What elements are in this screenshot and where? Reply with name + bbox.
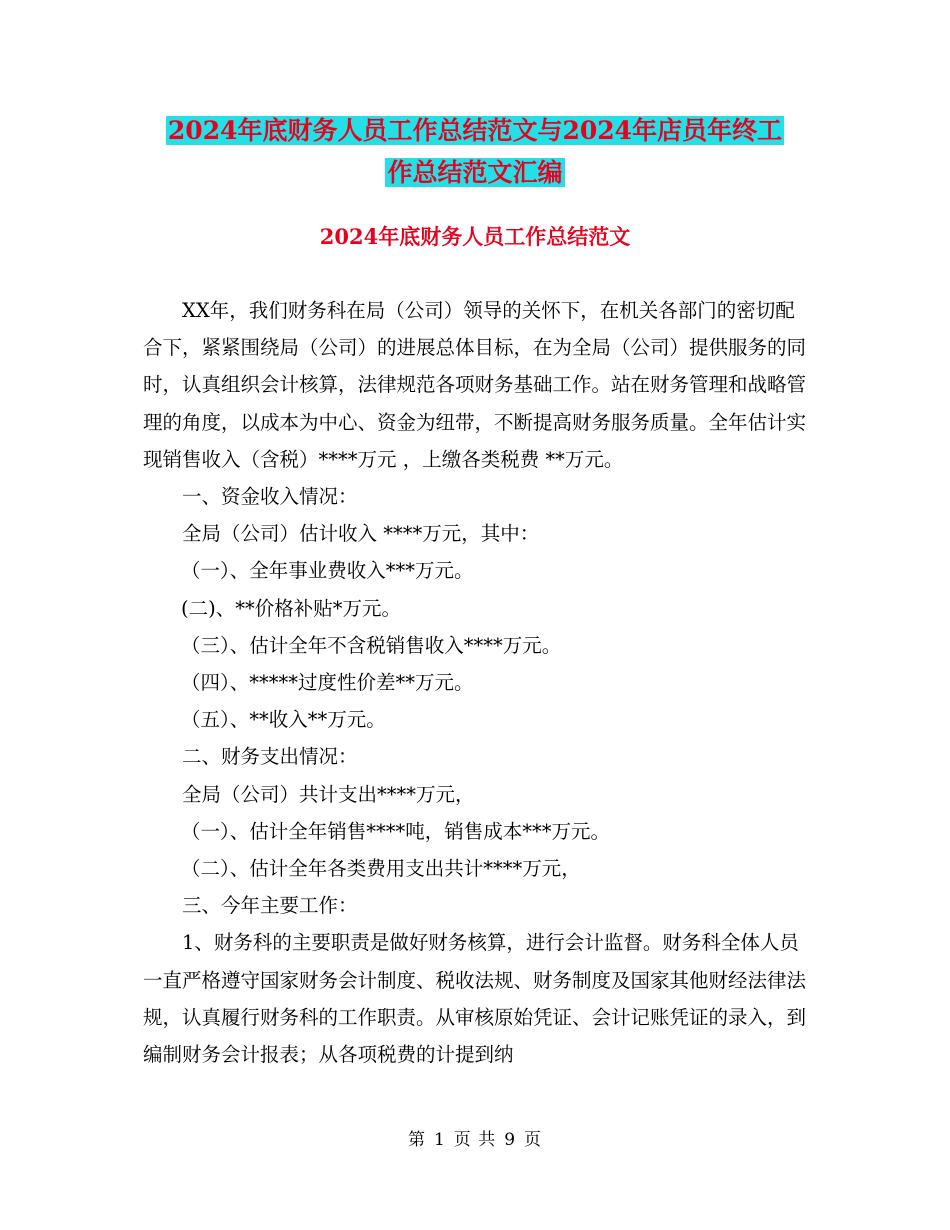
list-item: 一、资金收入情况： bbox=[182, 485, 358, 509]
list-subitem: （三）、估计全年不含税销售收入****万元。 bbox=[181, 633, 562, 657]
document-title-line-1: 2024年底财务人员工作总结范文与2024年店员年终工 bbox=[167, 116, 783, 145]
section-title: 2024年底财务人员工作总结范文 bbox=[319, 224, 631, 249]
list-subitem: （四）、*****过度性价差**万元。 bbox=[181, 671, 474, 695]
list-item: 全局（公司）共计支出****万元， bbox=[182, 782, 475, 806]
list-subitem: （一）、全年事业费收入***万元。 bbox=[181, 559, 474, 583]
document-title bbox=[0, 110, 950, 194]
list-item: 全局（公司）估计收入 ****万元，其中： bbox=[182, 522, 540, 546]
list-subitem: (二)、**价格补贴*万元。 bbox=[181, 596, 401, 620]
list-item: 三、今年主要工作： bbox=[182, 894, 358, 918]
body-paragraph: 1、财务科的主要职责是做好财务核算，进行会计监督。财务科全体人员一直严格遵守国家财务会计制度、税收法规、财务制度及国家其他财经法律法规，认真履行财务科的工作职责。从审核原始凭证、会计记账凭证的录入，到编制财务会计报表；从各项税费的计提到纳 bbox=[143, 931, 807, 1067]
footer-label-pages: 页 bbox=[524, 1130, 543, 1150]
footer-label-of: 页 共 bbox=[453, 1130, 497, 1150]
list-item: 二、财务支出情况： bbox=[182, 745, 358, 769]
list-subitem: （一）、估计全年销售****吨，销售成本***万元。 bbox=[181, 819, 611, 843]
document-title-line-2: 作总结范文汇编 bbox=[387, 158, 563, 187]
list-subitem: （五）、**收入**万元。 bbox=[181, 708, 386, 732]
body-paragraph: XX年，我们财务科在局（公司）领导的关怀下，在机关各部门的密切配合下，紧紧围绕局（公司）的进展总体目标，在为全局（公司）提供服务的同时，认真组织会计核算，法律规范各项财务基础工作。站在财务管理和战略管理的角度，以成本为中心、资金为纽带，不断提高财务服务质量。全年估计实现销售收入（含税）****万元 ，上缴各类税费 **万元。 bbox=[143, 299, 807, 471]
footer-label-page: 第 bbox=[407, 1130, 426, 1150]
footer-total-pages: 9 bbox=[504, 1130, 517, 1150]
page-footer bbox=[0, 1125, 950, 1150]
list-subitem: （二）、估计全年各类费用支出共计****万元， bbox=[181, 857, 581, 881]
document-body bbox=[143, 292, 808, 1073]
footer-current-page: 1 bbox=[433, 1130, 446, 1150]
